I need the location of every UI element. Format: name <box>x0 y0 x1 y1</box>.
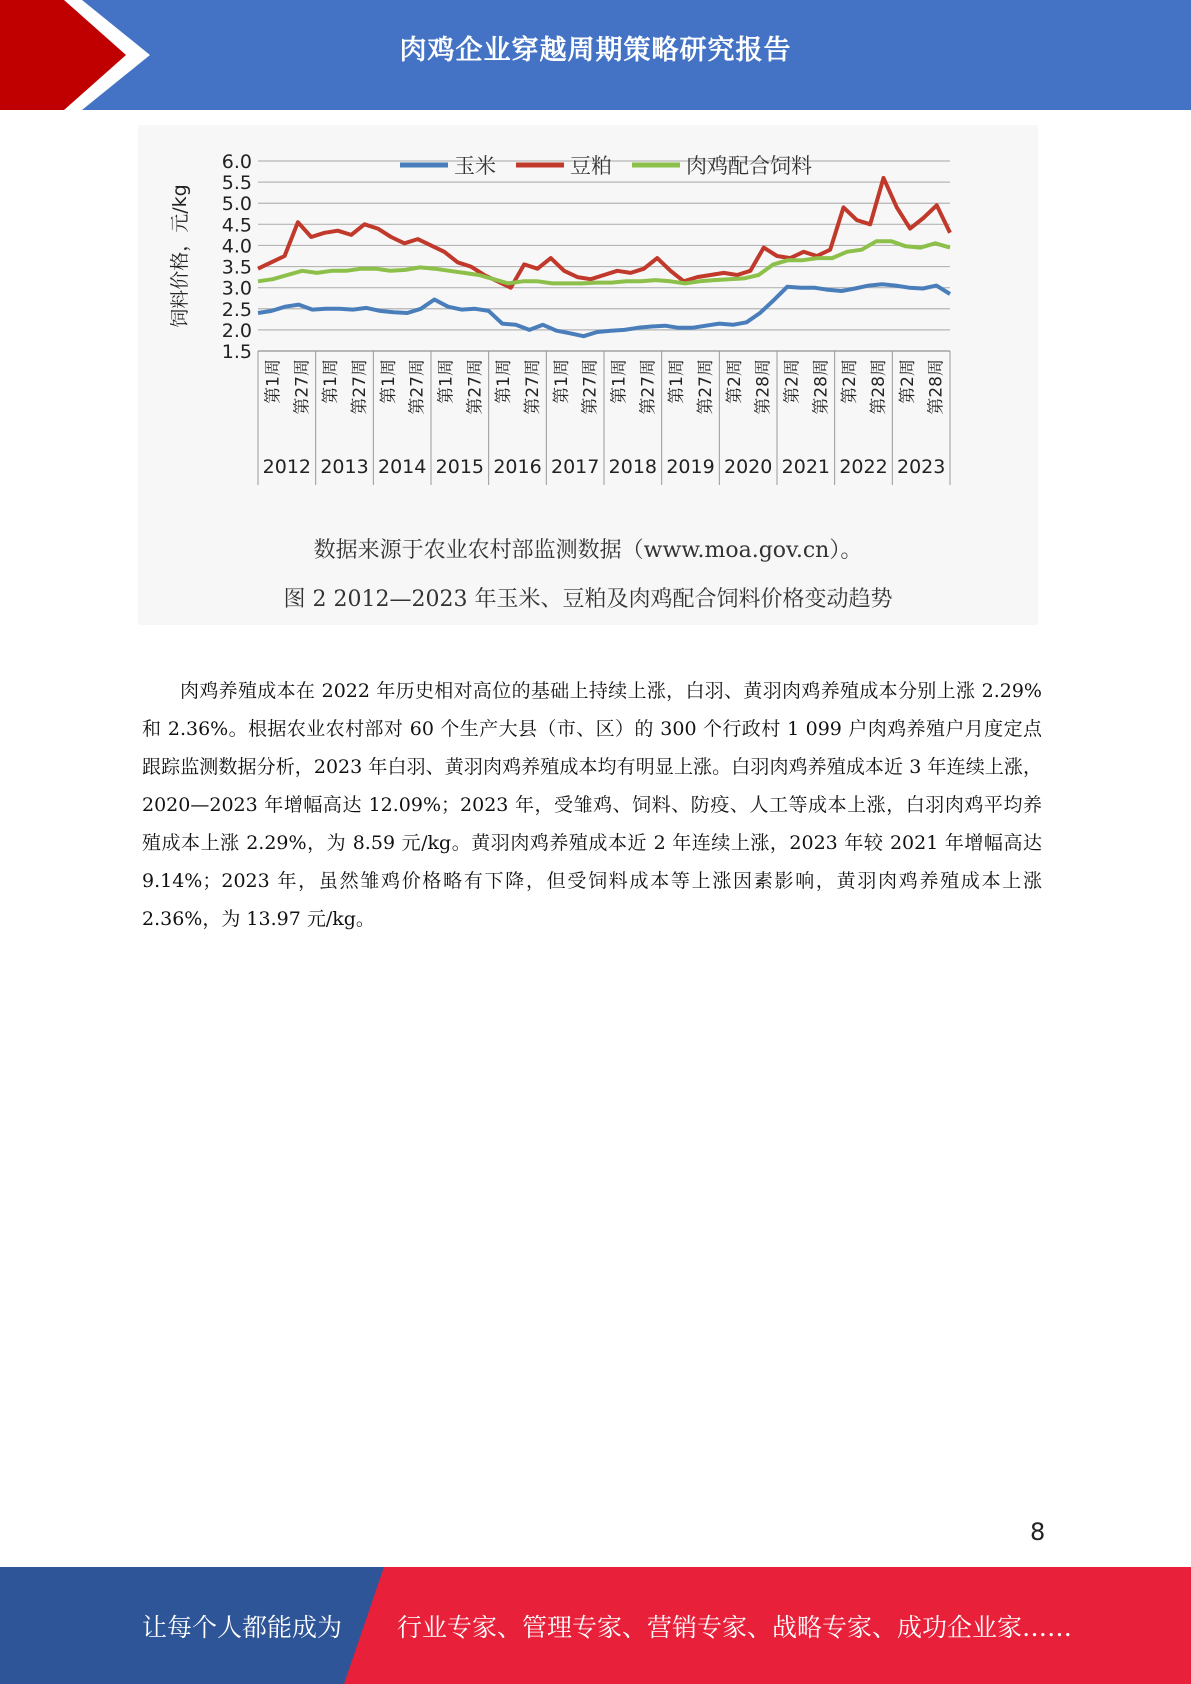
page-number: 8 <box>1030 1518 1046 1546</box>
figure-block <box>138 125 1038 625</box>
body-paragraph: 肉鸡养殖成本在 2022 年历史相对高位的基础上持续上涨，白羽、黄羽肉鸡养殖成本分别上涨 2.29%和 2.36%。根据农业农村部对 60 个生产大县（市、区）的 300 个行政村 1 099 户肉鸡养殖户月度定点跟踪监测数据分析，2023 年白羽、黄羽肉鸡养殖成本均有明显上涨。白羽肉鸡养殖成本近 3 年连续上涨，2020—2023 年增幅高达 12.09%；2023 年，受雏鸡、饲料、防疫、人工等成本上涨，白羽肉鸡平均养殖成本上涨 2.29%，为 8.59 元/kg。黄羽肉鸡养殖成本近 2 年连续上涨，2023 年较 2021 年增幅高达 9.14%；2023 年，虽然雏鸡价格略有下降，但受饲料成本等上涨因素影响，黄羽肉鸡养殖成本上涨 2.36%，为 13.97 元/kg。 <box>142 680 1042 930</box>
legend-label: 豆粕 <box>570 154 612 178</box>
y-tick-label: 2.5 <box>221 298 252 321</box>
footer-slogan-left: 让每个人都能成为 <box>142 1613 343 1642</box>
week-tick-label: 第1周 <box>263 359 284 404</box>
week-tick-label: 第27周 <box>292 359 313 415</box>
y-tick-label: 6.0 <box>221 151 252 173</box>
footer-slogan-right: 行业专家、管理专家、营销专家、战略专家、成功企业家…… <box>397 1613 1073 1642</box>
week-tick-label: 第27周 <box>465 359 486 415</box>
y-tick-label: 4.5 <box>221 214 252 237</box>
week-tick-label: 第28周 <box>926 359 947 415</box>
figure-caption: 图 2 2012—2023 年玉米、豆粕及肉鸡配合饲料价格变动趋势 <box>283 587 893 612</box>
week-tick-label: 第1周 <box>321 359 342 404</box>
year-label: 2014 <box>377 456 427 478</box>
year-label: 2018 <box>608 456 658 478</box>
week-tick-label: 第2周 <box>897 359 918 404</box>
year-label: 2020 <box>723 456 773 478</box>
week-tick-label: 第1周 <box>494 359 515 404</box>
week-tick-label: 第27周 <box>580 359 601 415</box>
figure-source: 数据来源于农业农村部监测数据（www.moa.gov.cn）。 <box>313 538 863 563</box>
year-label: 2022 <box>839 456 888 478</box>
week-tick-label: 第1周 <box>667 359 688 404</box>
year-label: 2016 <box>493 456 542 478</box>
week-tick-label: 第2周 <box>782 359 803 404</box>
y-tick-label: 3.5 <box>221 256 252 279</box>
week-tick-label: 第1周 <box>551 359 572 404</box>
week-tick-label: 第27周 <box>638 359 659 415</box>
report-title: 肉鸡企业穿越周期策略研究报告 <box>399 35 792 66</box>
y-tick-label: 5.5 <box>221 172 252 195</box>
week-tick-label: 第28周 <box>753 359 774 415</box>
header-bar <box>0 0 1191 110</box>
year-label: 2023 <box>896 456 946 478</box>
series-line <box>258 178 950 288</box>
year-label: 2021 <box>781 456 831 478</box>
year-label: 2012 <box>262 456 312 478</box>
body-text <box>142 672 1042 938</box>
week-tick-label: 第1周 <box>378 359 399 404</box>
week-tick-label: 第27周 <box>407 359 428 415</box>
week-tick-label: 第2周 <box>840 359 861 404</box>
year-label: 2019 <box>666 456 715 478</box>
y-tick-label: 3.0 <box>221 277 252 300</box>
price-trend-chart <box>138 125 1038 525</box>
y-tick-label: 1.5 <box>221 341 252 363</box>
week-tick-label: 第27周 <box>522 359 543 415</box>
legend-label: 玉米 <box>454 154 496 178</box>
series-line <box>258 284 950 336</box>
y-tick-label: 5.0 <box>221 193 252 216</box>
legend-label: 肉鸡配合饲料 <box>686 154 812 178</box>
week-tick-label: 第27周 <box>695 359 716 415</box>
year-label: 2017 <box>550 456 600 478</box>
y-tick-label: 4.0 <box>221 235 252 258</box>
week-tick-label: 第28周 <box>811 359 832 415</box>
week-tick-label: 第2周 <box>724 359 745 404</box>
y-axis-label: 饲料价格，元/kg <box>169 184 191 328</box>
year-label: 2015 <box>435 456 485 478</box>
week-tick-label: 第27周 <box>349 359 370 415</box>
week-tick-label: 第1周 <box>436 359 457 404</box>
footer-bar <box>0 1567 1191 1684</box>
week-tick-label: 第28周 <box>868 359 889 415</box>
year-label: 2013 <box>320 456 369 478</box>
y-tick-label: 2.0 <box>221 319 252 342</box>
week-tick-label: 第1周 <box>609 358 630 404</box>
